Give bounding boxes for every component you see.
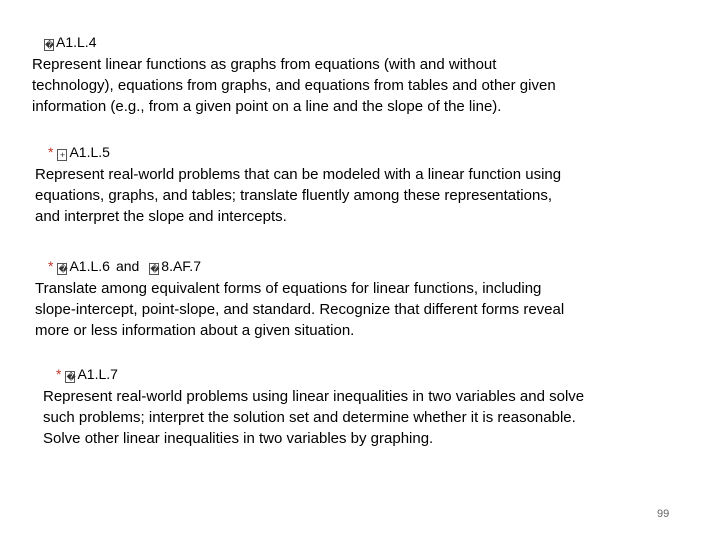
standard-description bbox=[35, 278, 564, 341]
description-line: Translate among equivalent forms of equations for linear functions, including bbox=[35, 280, 542, 297]
standard-code-line bbox=[44, 34, 96, 51]
star-marker: * bbox=[48, 258, 54, 274]
description-line: technology), equations from graphs, and equations from tables and other given bbox=[32, 77, 556, 94]
description-line: Represent linear functions as graphs from equations (with and without bbox=[32, 56, 497, 73]
plus-box-icon: + bbox=[57, 149, 67, 161]
standard-code: 8.AF.7 bbox=[161, 258, 201, 274]
star-marker: * bbox=[48, 144, 54, 160]
description-line: and interpret the slope and intercepts. bbox=[35, 208, 287, 225]
standard-code-line bbox=[56, 366, 118, 383]
description-line: Represent real-world problems that can be modeled with a linear function using bbox=[35, 166, 562, 183]
glyph-icon: � bbox=[45, 40, 55, 50]
standard-code: A1.L.6 bbox=[69, 258, 110, 274]
standard-code: A1.L.5 bbox=[69, 144, 110, 160]
standard-code: A1.L.7 bbox=[77, 366, 118, 382]
glyph-icon: � bbox=[66, 372, 76, 382]
standard-description bbox=[35, 164, 561, 227]
description-line: slope-intercept, point-slope, and standard. Recognize that different forms reveal bbox=[35, 301, 565, 318]
glyph-icon: � bbox=[58, 264, 68, 274]
description-line: information (e.g., from a given point on a line and the slope of the line). bbox=[32, 98, 502, 115]
standard-description bbox=[43, 386, 584, 449]
standard-code-line bbox=[48, 258, 201, 275]
standard-code-line bbox=[48, 144, 110, 161]
description-line: Solve other linear inequalities in two variables by graphing. bbox=[43, 430, 434, 447]
glyph-icon: � bbox=[150, 264, 160, 274]
description-line: Represent real-world problems using linear inequalities in two variables and solve bbox=[43, 388, 585, 405]
description-line: more or less information about a given situation. bbox=[35, 322, 355, 339]
star-marker: * bbox=[56, 366, 62, 382]
standard-code: A1.L.4 bbox=[56, 34, 97, 50]
description-line: equations, graphs, and tables; translate fluently among these representations, bbox=[35, 187, 552, 204]
and-connector: and bbox=[115, 258, 140, 274]
standard-description bbox=[32, 54, 556, 117]
page-number: 99 bbox=[657, 508, 670, 520]
description-line: such problems; interpret the solution set and determine whether it is reasonable. bbox=[43, 409, 576, 426]
